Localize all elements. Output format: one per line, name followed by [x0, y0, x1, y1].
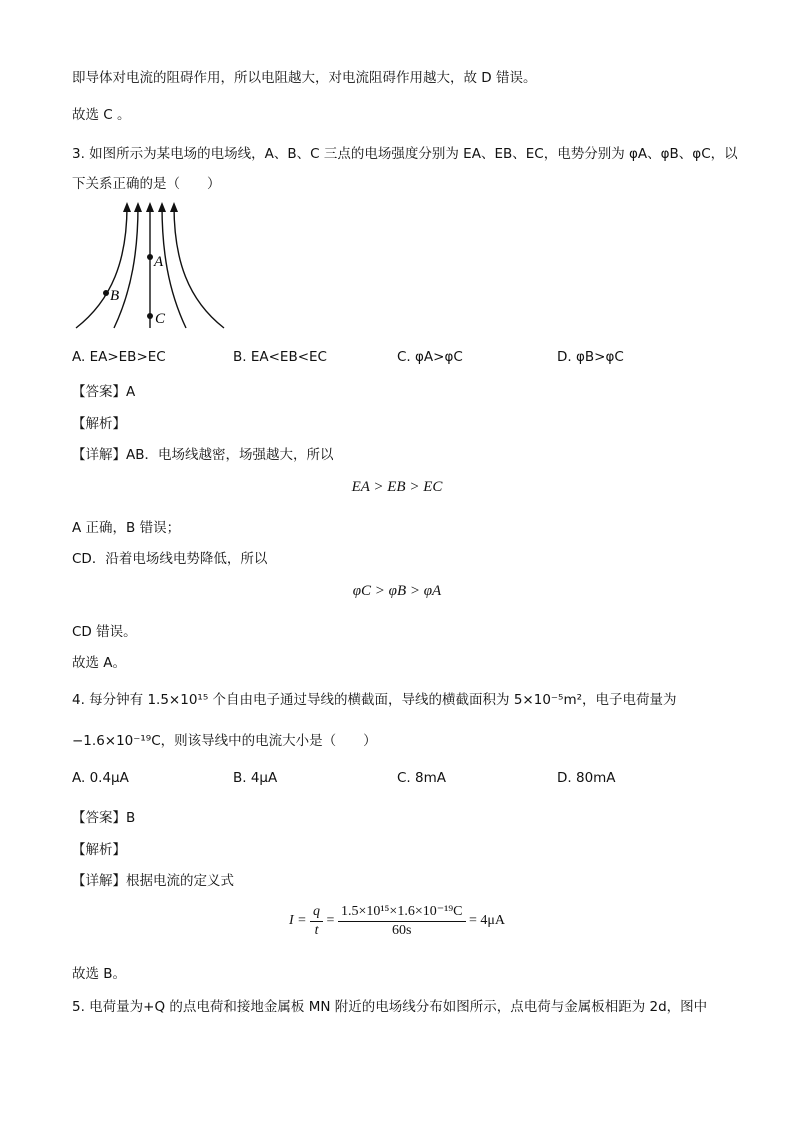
fraction-q-over-t	[310, 904, 323, 939]
label-a: A	[154, 254, 164, 270]
point-b	[103, 290, 109, 296]
q3-formula-1: EA > EB > EC	[351, 479, 443, 495]
intro-line-1: 即导体对电流的阻碍作用，所以电阻越大，对电流阻碍作用越大，故 D 错误。	[72, 70, 537, 86]
frac-q: q	[310, 904, 323, 922]
q3-detail-2: CD．沿着电场线电势降低，所以	[72, 551, 268, 567]
q3-stem-line-2: 下关系正确的是（ ）	[72, 176, 221, 192]
point-c	[147, 313, 153, 319]
field-line-1	[76, 206, 127, 328]
q4-answer: 【答案】B	[72, 810, 136, 826]
frac-t: t	[314, 922, 319, 938]
q3-formula-2: φC > φB > φA	[352, 583, 442, 599]
arrowhead-5	[170, 202, 178, 212]
q5-stem-line-1: 5. 电荷量为+Q 的点电荷和接地金属板 MN 附近的电场线分布如图所示，点电荷与金属板相距为 2d，图中	[72, 999, 708, 1015]
q3-choose: 故选 A。	[72, 655, 127, 671]
frac-denominator: 60s	[392, 923, 412, 938]
q4-formula: I = $\frac{q}{t}$ = $\frac{\text{1.5×10¹⁵×1.6×10⁻¹⁹C}}{60s}$ = 4μA	[288, 903, 506, 938]
q4-detail: 【详解】根据电流的定义式	[72, 873, 234, 889]
frac-numerator: 1.5×10¹⁵×1.6×10⁻¹⁹C	[338, 903, 466, 922]
q3-result-1: A 正确，B 错误；	[72, 520, 181, 536]
q3-answer: 【答案】A	[72, 384, 136, 400]
q4-stem-line-2: −1.6×10⁻¹⁹C，则该导线中的电流大小是（ ）	[72, 733, 377, 749]
q3-result-2: CD 错误。	[72, 624, 137, 640]
q4-option-d: D. 80mA	[557, 770, 616, 786]
q3-option-d: D. φB>φC	[557, 349, 624, 365]
q3-option-b: B. EA<EB<EC	[233, 349, 327, 365]
label-c: C	[155, 311, 166, 327]
formula-rhs: = 4μA	[469, 913, 506, 928]
label-b: B	[110, 288, 120, 304]
arrowhead-1	[123, 202, 131, 212]
intro-choose: 故选 C 。	[72, 107, 131, 123]
point-a	[147, 254, 153, 260]
q4-choose: 故选 B。	[72, 966, 127, 982]
q3-stem-line-1: 3. 如图所示为某电场的电场线，A、B、C 三点的电场强度分别为 EA、EB、EC，电势分别为 φA、φB、φC，以	[72, 146, 738, 162]
arrowhead-4	[158, 202, 166, 212]
q3-detail: 【详解】AB．电场线越密，场强越大，所以	[72, 447, 334, 463]
q4-option-c: C. 8mA	[397, 770, 446, 786]
q4-option-b: B. 4μA	[233, 770, 278, 786]
electric-field-figure	[72, 200, 242, 340]
q4-analysis: 【解析】	[72, 842, 126, 858]
q3-option-c: C. φA>φC	[397, 349, 463, 365]
fraction-value	[338, 903, 466, 939]
q3-analysis: 【解析】	[72, 416, 126, 432]
arrowhead-2	[134, 202, 142, 212]
field-line-5	[174, 206, 224, 328]
q4-option-a: A. 0.4μA	[72, 770, 129, 786]
q4-stem-line-1: 4. 每分钟有 1.5×10¹⁵ 个自由电子通过导线的横截面，导线的横截面积为 5×10⁻⁵m²，电子电荷量为	[72, 692, 677, 708]
formula-lhs: I =	[288, 913, 307, 928]
q3-option-a: A. EA>EB>EC	[72, 349, 166, 365]
arrowhead-3	[146, 202, 154, 212]
